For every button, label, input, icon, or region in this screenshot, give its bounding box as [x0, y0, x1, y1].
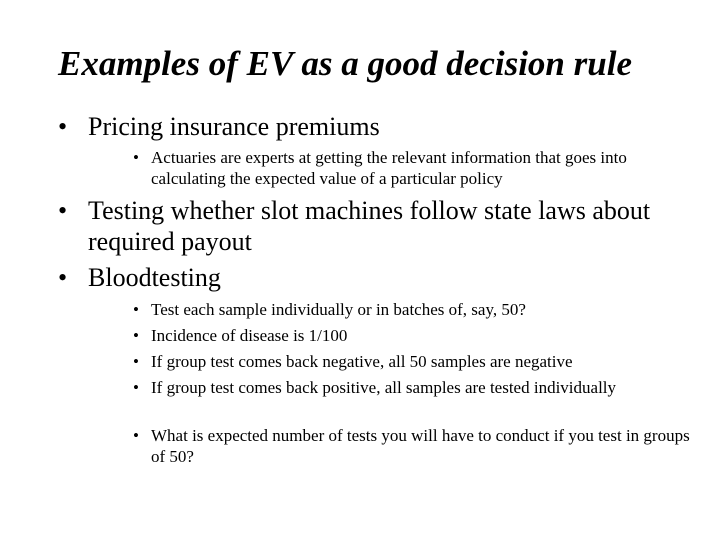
bullet-text: Testing whether slot machines follow state laws about required payout	[88, 196, 651, 256]
sub-bullet-positive	[133, 377, 693, 398]
bullet-dot-icon: •	[58, 112, 68, 141]
sub-bullet-text: If group test comes back negative, all 50 samples are negative	[151, 352, 573, 371]
sub-bullet-text: Test each sample individually or in batches of, say, 50?	[151, 300, 526, 319]
bullet-item-pricing	[58, 111, 698, 142]
sub-bullet-text: Incidence of disease is 1/100	[151, 326, 348, 345]
bullet-dot-icon: •	[133, 300, 139, 319]
sub-bullet-sample-batches	[133, 299, 693, 320]
bullet-item-slot-machines	[58, 195, 698, 257]
sub-bullet-actuaries	[133, 147, 693, 189]
bullet-text: Bloodtesting	[88, 263, 221, 292]
bullet-dot-icon: •	[58, 196, 68, 225]
bullet-dot-icon: •	[58, 263, 68, 292]
sub-bullet-text: If group test comes back positive, all samples are tested individually	[151, 378, 617, 397]
bullet-dot-icon: •	[133, 352, 139, 371]
bullet-dot-icon: •	[133, 426, 139, 445]
bullet-text: Pricing insurance premiums	[88, 112, 380, 141]
sub-bullet-incidence	[133, 325, 693, 346]
bullet-dot-icon: •	[133, 326, 139, 345]
bullet-dot-icon: •	[133, 378, 139, 397]
bullet-item-bloodtesting	[58, 262, 698, 293]
bullet-dot-icon: •	[133, 148, 139, 167]
slide-title: Examples of EV as a good decision rule	[58, 44, 632, 83]
sub-bullet-expected-tests	[133, 425, 693, 467]
sub-bullet-negative	[133, 351, 693, 372]
sub-bullet-text: Actuaries are experts at getting the relevant information that goes into calculating the expected value of a particular policy	[151, 148, 627, 188]
sub-bullet-text: What is expected number of tests you will have to conduct if you test in groups of 50?	[151, 426, 690, 466]
